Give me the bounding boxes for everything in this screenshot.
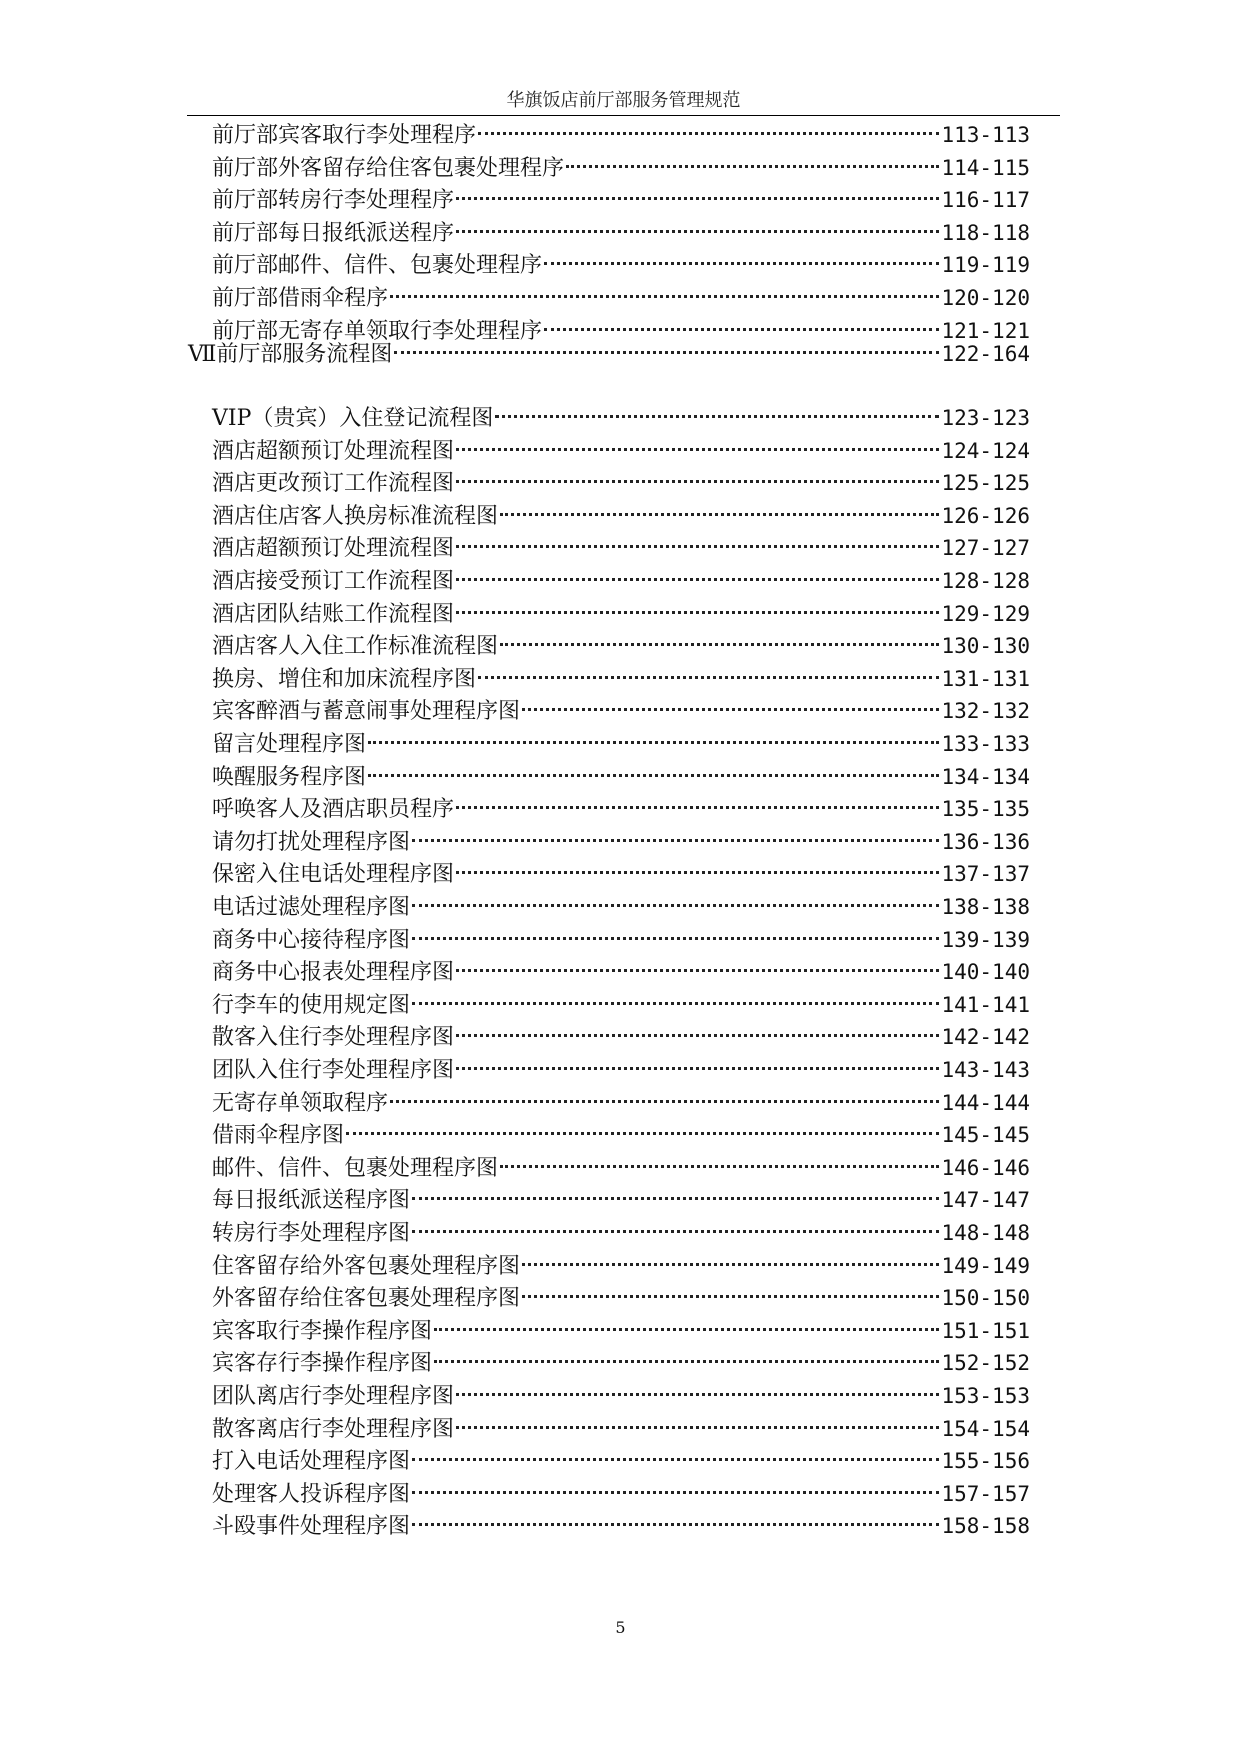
toc-entry[interactable]	[212, 119, 1030, 151]
toc-entry[interactable]	[212, 1152, 1030, 1184]
toc-entry-title: 商务中心接待程序图	[212, 927, 411, 953]
dot-leader	[456, 871, 939, 874]
toc-entry-pages: 155-156	[941, 1449, 1030, 1474]
dot-leader	[478, 676, 939, 679]
toc-entry-title: 换房、增住和加床流程序图	[212, 666, 477, 692]
toc-entry[interactable]	[212, 1054, 1030, 1086]
dot-leader	[500, 1165, 939, 1168]
toc-entry-pages: 119-119	[941, 253, 1030, 278]
toc-entry-title: 呼唤客人及酒店职员程序	[212, 797, 455, 823]
dot-leader	[495, 415, 939, 418]
toc-entry[interactable]	[212, 630, 1030, 662]
toc-entry-title: 酒店超额预订处理流程图	[212, 536, 455, 562]
toc-entry-title: 宾客取行李操作程序图	[212, 1318, 433, 1344]
dot-leader	[456, 230, 939, 233]
toc-entry-pages: 121-121	[941, 318, 1030, 343]
page-header-title: 华旗饭店前厅部服务管理规范	[506, 90, 741, 111]
toc-entry[interactable]	[212, 217, 1030, 249]
dot-leader	[456, 969, 939, 972]
dot-leader	[434, 1328, 939, 1331]
toc-entry-pages: 147-147	[941, 1188, 1030, 1213]
toc-entry[interactable]	[212, 532, 1030, 564]
toc-entry[interactable]	[212, 956, 1030, 988]
dot-leader	[390, 295, 939, 298]
dot-leader	[412, 1197, 939, 1200]
toc-entry-title: 前厅部无寄存单领取行李处理程序	[212, 318, 543, 344]
dot-leader	[456, 1034, 939, 1037]
toc-entry-pages: 142-142	[941, 1025, 1030, 1050]
toc-entry-pages: 128-128	[941, 569, 1030, 593]
toc-entry[interactable]	[212, 467, 1030, 499]
toc-entry[interactable]	[212, 761, 1030, 793]
toc-entry-pages: 151-151	[941, 1318, 1030, 1343]
toc-entry-pages: 118-118	[941, 220, 1030, 245]
toc-entry-pages: 154-154	[941, 1416, 1030, 1441]
dot-leader	[346, 1132, 939, 1135]
header-divider	[187, 115, 1060, 116]
toc-entry-pages: 140-140	[941, 960, 1030, 985]
toc-entry-title: 唤醒服务程序图	[212, 764, 367, 790]
toc-entry-pages: 143-143	[941, 1058, 1030, 1082]
toc-entry-pages: 120-120	[941, 286, 1030, 310]
toc-entry-title: 无寄存单领取程序	[212, 1090, 389, 1116]
dot-leader	[456, 1393, 939, 1396]
toc-entry-title: 团队离店行李处理程序图	[212, 1384, 455, 1409]
toc-entry[interactable]	[212, 858, 1030, 890]
toc-entry-title: 借雨伞程序图	[212, 1123, 345, 1149]
toc-entry-title: 酒店超额预订处理流程图	[212, 438, 455, 464]
toc-entry-pages: 139-139	[941, 927, 1030, 952]
dot-leader	[566, 165, 939, 168]
dot-leader	[412, 1458, 939, 1461]
toc-entry[interactable]	[212, 891, 1030, 923]
toc-entry-pages: 146-146	[941, 1155, 1030, 1180]
dot-leader	[500, 513, 939, 516]
toc-entry-pages: 136-136	[941, 829, 1030, 854]
dot-leader	[456, 1426, 939, 1429]
toc-entry[interactable]	[212, 435, 1030, 467]
dot-leader	[456, 545, 939, 548]
toc-entry-title: Ⅶ前厅部服务流程图	[188, 342, 393, 367]
toc-entry-pages: 158-158	[941, 1514, 1030, 1539]
toc-entry-pages: 157-157	[941, 1481, 1030, 1506]
dot-leader	[434, 1360, 939, 1363]
dot-leader	[544, 262, 939, 265]
toc-entry-title: 前厅部外客留存给住客包裹处理程序	[212, 155, 565, 181]
toc-entry-title: 斗殴事件处理程序图	[212, 1514, 411, 1540]
toc-entry[interactable]	[212, 1184, 1030, 1216]
toc-entry-title: 酒店住店客人换房标准流程图	[212, 503, 499, 529]
toc-entry[interactable]	[212, 249, 1030, 281]
toc-entry-pages: 149-149	[941, 1253, 1030, 1278]
dot-leader	[412, 1491, 939, 1494]
toc-entry-pages: 126-126	[941, 503, 1030, 528]
toc-entry[interactable]	[212, 1380, 1030, 1412]
dot-leader	[412, 904, 939, 907]
toc-entry-pages: 137-137	[941, 862, 1030, 887]
toc-entry[interactable]	[212, 282, 1030, 314]
toc-entry-pages: 135-135	[941, 797, 1030, 822]
toc-entry[interactable]	[212, 1250, 1030, 1282]
toc-entry-title: 保密入住电话处理程序图	[212, 862, 455, 888]
toc-entry-pages: 131-131	[941, 666, 1030, 691]
toc-entry[interactable]	[212, 924, 1030, 956]
dot-leader	[412, 1002, 939, 1005]
toc-entry[interactable]	[212, 1478, 1030, 1510]
toc-entry-title: 前厅部邮件、信件、包裹处理程序	[212, 253, 543, 279]
toc-entry-title: 外客留存给住客包裹处理程序图	[212, 1286, 521, 1312]
toc-entry-title: 前厅部每日报纸派送程序	[212, 220, 455, 246]
toc-entry-pages: 145-145	[941, 1123, 1030, 1148]
toc-entry[interactable]	[212, 402, 1030, 434]
toc-entry-title: 每日报纸派送程序图	[212, 1188, 411, 1214]
toc-entry[interactable]	[212, 1119, 1030, 1151]
toc-entry-pages: 153-153	[941, 1384, 1030, 1408]
toc-entry-title: 酒店客人入住工作标准流程图	[212, 634, 499, 660]
toc-entry[interactable]	[212, 1445, 1030, 1477]
toc-entry-pages: 114-115	[941, 155, 1030, 180]
toc-entry-title: 宾客醉酒与蓄意闹事处理程序图	[212, 699, 521, 725]
toc-entry-title: 处理客人投诉程序图	[212, 1481, 411, 1507]
toc-entry-title: 住客留存给外客包裹处理程序图	[212, 1253, 521, 1279]
toc-entry-title: 团队入住行李处理程序图	[212, 1058, 455, 1083]
dot-leader	[456, 578, 939, 581]
toc-entry[interactable]	[212, 695, 1030, 727]
toc-entry[interactable]	[212, 1347, 1030, 1379]
page-number: 5	[615, 1618, 626, 1637]
toc-entry-pages: 152-152	[941, 1351, 1030, 1376]
toc-entry[interactable]	[212, 663, 1030, 695]
toc-entry-title: 宾客存行李操作程序图	[212, 1351, 433, 1377]
dot-leader	[368, 741, 939, 744]
dot-leader	[478, 132, 939, 135]
toc-entry[interactable]	[212, 1087, 1030, 1119]
toc-entry-title: 前厅部宾客取行李处理程序	[212, 123, 477, 148]
toc-entry-title: 散客入住行李处理程序图	[212, 1025, 455, 1051]
toc-entry-title: 行李车的使用规定图	[212, 992, 411, 1018]
toc-entry[interactable]	[212, 500, 1030, 532]
toc-entry-pages: 127-127	[941, 536, 1030, 561]
toc-entry[interactable]	[212, 152, 1030, 184]
toc-entry[interactable]	[212, 1315, 1030, 1347]
dot-leader	[390, 1100, 939, 1103]
toc-entry-title: 前厅部借雨伞程序	[212, 286, 389, 311]
toc-entry-pages: 148-148	[941, 1221, 1030, 1245]
toc-entry[interactable]	[212, 1510, 1030, 1542]
dot-leader	[456, 197, 939, 200]
toc-entry[interactable]	[212, 565, 1030, 597]
toc-entry-title: 酒店团队结账工作流程图	[212, 601, 455, 627]
toc-section-heading[interactable]	[188, 338, 1030, 370]
dot-leader	[522, 708, 939, 711]
toc-entry-pages: 113-113	[941, 123, 1030, 147]
toc-entry-pages: 133-133	[941, 732, 1030, 756]
toc-entry-pages: 130-130	[941, 634, 1030, 659]
toc-entry-title: 留言处理程序图	[212, 732, 367, 757]
toc-entry-pages: 123-123	[941, 406, 1030, 430]
toc-entry-pages: 134-134	[941, 764, 1030, 789]
dot-leader	[456, 480, 939, 483]
dot-leader	[522, 1263, 939, 1266]
toc-entry-title: 请勿打扰处理程序图	[212, 829, 411, 855]
dot-leader	[544, 328, 939, 331]
toc-entry[interactable]	[212, 1217, 1030, 1249]
toc-entry[interactable]	[212, 826, 1030, 858]
dot-leader	[412, 937, 939, 940]
toc-entry[interactable]	[212, 793, 1030, 825]
toc-entry-pages: 138-138	[941, 895, 1030, 919]
toc-entry-pages: 116-117	[941, 188, 1030, 213]
toc-entry-pages: 150-150	[941, 1286, 1030, 1311]
dot-leader	[412, 1230, 939, 1233]
dot-leader	[456, 611, 939, 614]
toc-entry[interactable]	[212, 598, 1030, 630]
toc-entry-title: 酒店更改预订工作流程图	[212, 471, 455, 497]
toc-entry[interactable]	[212, 1021, 1030, 1053]
dot-leader	[456, 448, 939, 451]
toc-entry-pages: 129-129	[941, 601, 1030, 626]
toc-entry-title: VIP（贵宾）入住登记流程图	[212, 406, 494, 431]
toc-entry-pages: 125-125	[941, 471, 1030, 496]
dot-leader	[412, 1523, 939, 1526]
toc-entry-pages: 144-144	[941, 1090, 1030, 1115]
toc-entry[interactable]	[212, 184, 1030, 216]
toc-entry-title: 散客离店行李处理程序图	[212, 1416, 455, 1442]
toc-entry-pages: 122-164	[941, 342, 1030, 366]
toc-entry-title: 邮件、信件、包裹处理程序图	[212, 1155, 499, 1181]
toc-entry-pages: 141-141	[941, 992, 1030, 1017]
toc-entry-title: 酒店接受预订工作流程图	[212, 569, 455, 594]
toc-entry-title: 前厅部转房行李处理程序	[212, 188, 455, 214]
dot-leader	[368, 774, 939, 777]
toc-entry[interactable]	[212, 1282, 1030, 1314]
toc-entry-title: 打入电话处理程序图	[212, 1449, 411, 1475]
toc-entry[interactable]	[212, 1413, 1030, 1445]
dot-leader	[522, 1295, 939, 1298]
dot-leader	[500, 643, 939, 646]
toc-entry-title: 商务中心报表处理程序图	[212, 960, 455, 986]
dot-leader	[456, 806, 939, 809]
toc-entry-title: 电话过滤处理程序图	[212, 895, 411, 920]
toc-entry-pages: 132-132	[941, 699, 1030, 724]
toc-entry[interactable]	[212, 728, 1030, 760]
dot-leader	[456, 1067, 939, 1070]
toc-entry[interactable]	[212, 989, 1030, 1021]
toc-entry-pages: 124-124	[941, 438, 1030, 463]
dot-leader	[412, 839, 939, 842]
toc-entry-title: 转房行李处理程序图	[212, 1221, 411, 1246]
dot-leader	[394, 351, 939, 354]
